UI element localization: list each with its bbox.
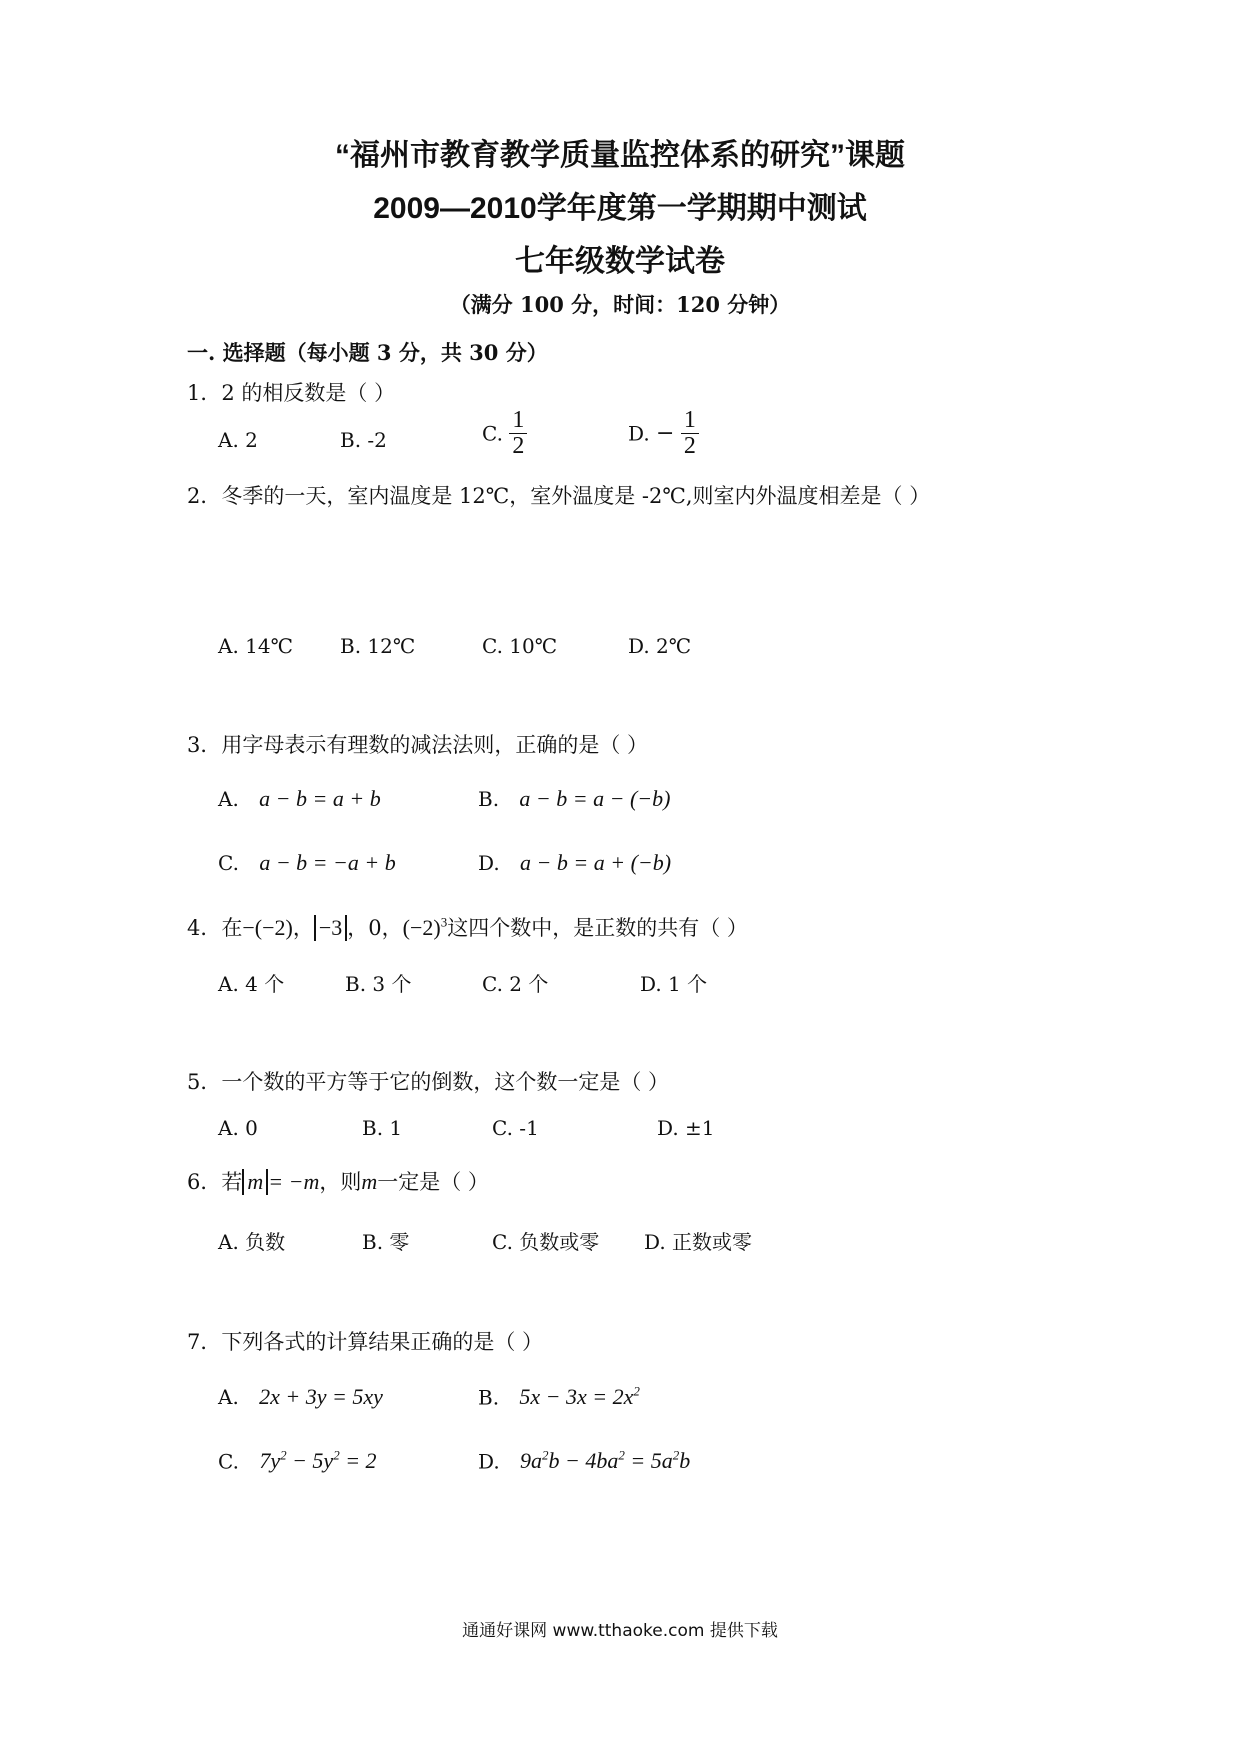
question-7-option-a xyxy=(218,1384,383,1410)
option-a-formula: 2x + 3y = 5xy xyxy=(259,1384,383,1409)
exponent: 2 xyxy=(633,1384,640,1399)
exam-title-line3: 七年级数学试卷 xyxy=(515,245,725,278)
question-1-option-c xyxy=(482,408,527,459)
question-7-stem: 7．下列各式的计算结果正确的是（ ） xyxy=(187,1330,544,1354)
term: 9a xyxy=(520,1448,543,1474)
option-c-label: C. xyxy=(218,1449,239,1474)
exam-title-line1: “福州市教育教学质量监控体系的研究”课题 xyxy=(335,139,905,172)
question-1-option-a: A. 2 xyxy=(218,428,258,452)
formula-body: 5x − 3x = 2x xyxy=(519,1384,634,1410)
option-d-label: D. xyxy=(628,421,650,446)
question-6-stem xyxy=(187,1166,489,1196)
fraction-denominator: 2 xyxy=(512,433,525,460)
option-a-label: A. xyxy=(218,1385,239,1409)
base: (−2) xyxy=(402,915,441,940)
exponent: 2 xyxy=(333,1448,340,1463)
section-title-choice: 一. 选择题（每小题 3 分，共 30 分） xyxy=(187,340,548,365)
term: = 5a xyxy=(624,1448,673,1474)
question-3-option-c xyxy=(218,850,396,876)
question-2-option-d: D. 2℃ xyxy=(628,634,692,658)
fraction-denominator: 2 xyxy=(683,433,696,460)
expression-neg-two-cubed xyxy=(403,915,448,940)
question-2-option-c: C. 10℃ xyxy=(482,634,558,658)
minus-sign: − xyxy=(656,421,675,447)
term: b xyxy=(679,1448,691,1474)
equation-rhs: = −m xyxy=(268,1169,320,1194)
question-5-stem: 5．一个数的平方等于它的倒数，这个数一定是（ ） xyxy=(187,1070,670,1094)
exam-score-time-note: （满分 100 分，时间：120 分钟） xyxy=(449,292,791,317)
question-5-option-c: C. -1 xyxy=(492,1116,539,1140)
question-6-option-c: C. 负数或零 xyxy=(492,1230,600,1254)
exam-title-line2: 2009—2010学年度第一学期期中测试 xyxy=(373,192,867,225)
question-3-option-a xyxy=(218,786,381,812)
stem-middle: ，则 xyxy=(319,1170,362,1194)
question-1-option-b: B. -2 xyxy=(340,428,387,452)
option-b-label: B. xyxy=(478,787,500,811)
question-4-stem xyxy=(187,912,748,942)
option-a-formula: a − b = a + b xyxy=(259,786,381,811)
question-3-option-b xyxy=(478,786,670,812)
question-4-option-b: B. 3 个 xyxy=(345,972,412,996)
absolute-value-m: m xyxy=(242,1169,268,1195)
option-b-formula xyxy=(519,1384,640,1409)
exponent: 2 xyxy=(280,1448,287,1463)
question-1-option-d xyxy=(628,408,699,459)
option-d-formula: a − b = a + (−b) xyxy=(520,850,672,875)
question-1-stem: 1．2 的相反数是（ ） xyxy=(187,381,396,405)
stem-prefix: 4．在 xyxy=(187,916,243,940)
stem-suffix: 一定是（ ） xyxy=(377,1170,489,1194)
option-b-label: B. xyxy=(478,1385,500,1410)
term: − 5y xyxy=(286,1448,334,1474)
option-c-formula: a − b = −a + b xyxy=(259,850,396,875)
stem-prefix: 6．若 xyxy=(187,1170,243,1194)
question-7-option-b xyxy=(478,1384,640,1410)
absolute-value-neg-three: −3 xyxy=(314,915,347,941)
option-c-label: C. xyxy=(482,421,503,446)
question-5-option-b: B. 1 xyxy=(362,1116,403,1140)
option-d-label: D. xyxy=(478,851,500,875)
exponent: 2 xyxy=(672,1448,680,1463)
exponent: 2 xyxy=(542,1448,549,1463)
page-footer-source: 通通好课网 www.tthaoke.com 提供下载 xyxy=(462,1621,778,1641)
exponent: 2 xyxy=(618,1448,625,1463)
expression-neg-neg-two: −(−2) xyxy=(242,915,293,940)
question-4-option-d: D. 1 个 xyxy=(640,972,708,996)
option-a-label: A. xyxy=(218,787,239,811)
question-4-option-a: A. 4 个 xyxy=(218,972,285,996)
stem-suffix: 这四个数中，是正数的共有（ ） xyxy=(447,916,748,940)
fraction-one-half xyxy=(681,408,699,459)
question-3-stem: 3．用字母表示有理数的减法法则，正确的是（ ） xyxy=(187,733,649,757)
separator: ，0， xyxy=(347,916,403,940)
question-5-option-a: A. 0 xyxy=(218,1116,258,1140)
term: = 2 xyxy=(339,1448,377,1474)
variable-m: m xyxy=(361,1169,378,1194)
exponent: 3 xyxy=(440,914,448,930)
question-7-option-d xyxy=(478,1448,690,1474)
question-2-stem: 2．冬季的一天，室内温度是 12℃，室外温度是 -2℃,则室内外温度相差是（ ） xyxy=(187,484,931,508)
option-b-formula: a − b = a − (−b) xyxy=(519,786,671,811)
question-2-option-a: A. 14℃ xyxy=(218,634,293,658)
option-d-label: D. xyxy=(478,1449,500,1474)
term: 7y xyxy=(259,1448,281,1474)
question-7-option-c xyxy=(218,1448,377,1474)
question-3-option-d xyxy=(478,850,671,876)
option-c-formula xyxy=(259,1448,376,1473)
question-2-option-b: B. 12℃ xyxy=(340,634,416,658)
question-5-option-d: D. ±1 xyxy=(657,1116,715,1140)
term: b − 4ba xyxy=(548,1448,619,1474)
question-4-option-c: C. 2 个 xyxy=(482,972,549,996)
fraction-one-half xyxy=(509,408,527,459)
option-d-formula xyxy=(520,1448,690,1473)
separator: ， xyxy=(292,916,314,940)
question-6-option-d: D. 正数或零 xyxy=(644,1230,753,1254)
question-6-option-a: A. 负数 xyxy=(218,1230,286,1254)
question-6-option-b: B. 零 xyxy=(362,1230,410,1254)
fraction-numerator: 1 xyxy=(681,408,699,434)
option-c-label: C. xyxy=(218,851,239,875)
fraction-numerator: 1 xyxy=(509,408,527,434)
